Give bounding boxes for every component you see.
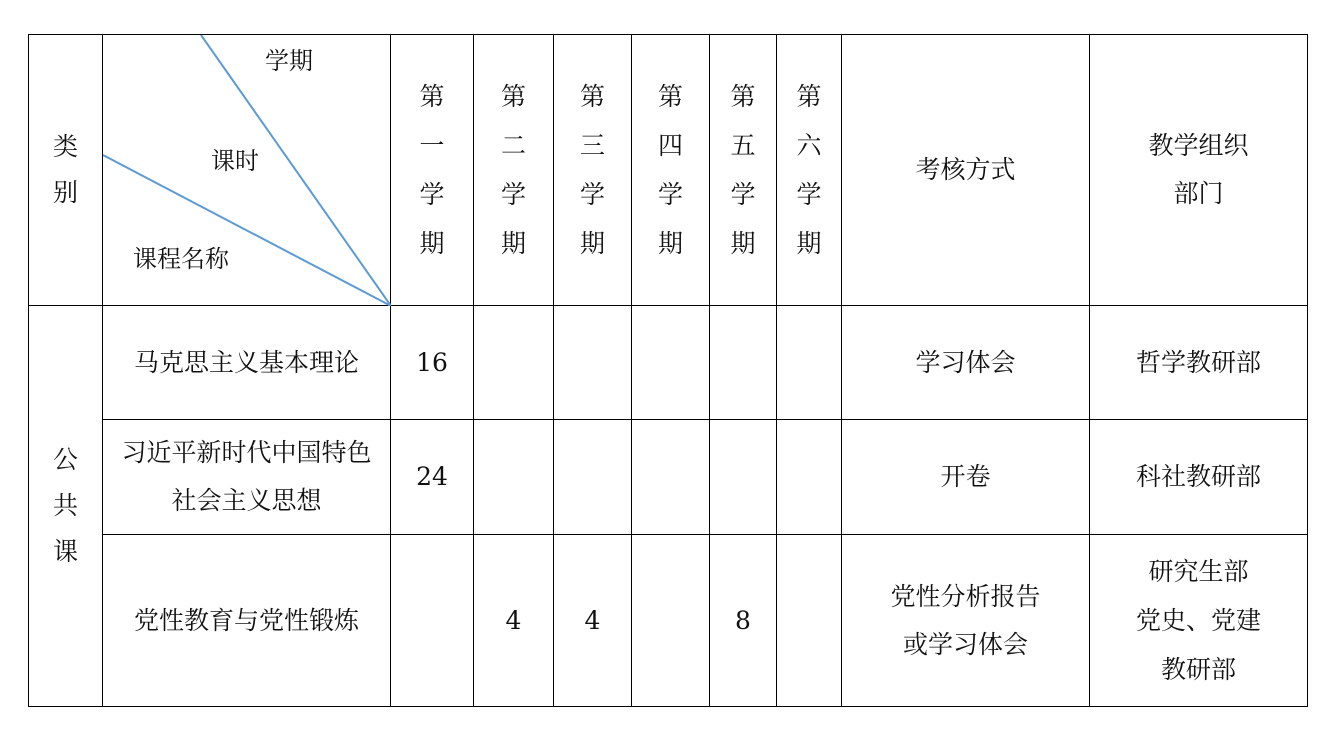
department-line: 党史、党建 xyxy=(1135,606,1261,635)
department-line: 教研部 xyxy=(1160,655,1236,684)
assessment-cell: 学习体会 xyxy=(842,306,1090,420)
hours-cell xyxy=(632,306,710,420)
department-cell xyxy=(1090,535,1308,707)
semester-header-char: 第 xyxy=(657,82,683,111)
hours-cell xyxy=(474,306,554,420)
semester-header-char: 三 xyxy=(579,131,605,160)
department-header-line: 教学组织 xyxy=(1148,131,1249,160)
department-cell: 哲学教研部 xyxy=(1090,306,1308,420)
semester-header-char: 期 xyxy=(500,229,526,258)
semester-header-char: 第 xyxy=(730,82,756,111)
hours-cell: 4 xyxy=(554,535,632,707)
semester-header-char: 期 xyxy=(730,229,756,258)
course-schedule-table xyxy=(28,34,1308,707)
semester-header-char: 第 xyxy=(579,82,605,111)
semester-header-char: 第 xyxy=(500,82,526,111)
diagonal-label-semester: 学期 xyxy=(265,47,313,75)
semester-header-char: 学 xyxy=(579,180,605,209)
course-name-cell xyxy=(103,420,391,535)
hours-cell xyxy=(632,420,710,535)
hours-cell xyxy=(777,535,842,707)
table-row xyxy=(29,420,1308,535)
semester-header-char: 二 xyxy=(500,131,526,160)
diagonal-line-hours xyxy=(103,155,391,306)
semester-3-header xyxy=(554,35,632,306)
assessment-line: 或学习体会 xyxy=(902,629,1028,659)
semester-header-char: 学 xyxy=(796,180,822,209)
semester-1-header xyxy=(391,35,474,306)
hours-cell: 8 xyxy=(710,535,777,707)
course-name-line: 习近平新时代中国特色 xyxy=(121,438,372,467)
semester-header-char: 期 xyxy=(419,229,445,258)
header-row xyxy=(29,35,1308,306)
semester-header-char: 期 xyxy=(657,229,683,258)
semester-header-char: 第 xyxy=(796,82,822,111)
department-cell: 科社教研部 xyxy=(1090,420,1308,535)
hours-cell xyxy=(710,420,777,535)
group-category-char: 公 xyxy=(52,445,78,474)
hours-cell: 24 xyxy=(391,420,474,535)
course-name-cell: 马克思主义基本理论 xyxy=(103,306,391,420)
semester-header-char: 学 xyxy=(419,180,445,209)
category-header-char: 类 xyxy=(52,132,78,161)
hours-cell xyxy=(554,306,632,420)
semester-header-char: 期 xyxy=(796,229,822,258)
group-category-char: 课 xyxy=(52,537,78,566)
group-category-cell xyxy=(29,306,103,707)
semester-4-header xyxy=(632,35,710,306)
hours-cell xyxy=(777,306,842,420)
table-row xyxy=(29,535,1308,707)
category-header xyxy=(29,35,103,306)
semester-header-char: 六 xyxy=(796,131,822,160)
semester-header-char: 一 xyxy=(419,131,445,160)
hours-cell xyxy=(554,420,632,535)
table-row xyxy=(29,306,1308,420)
diagonal-label-course: 课程名称 xyxy=(133,245,229,273)
department-header xyxy=(1090,35,1308,306)
semester-6-header xyxy=(777,35,842,306)
diagonal-label-hours: 课时 xyxy=(211,147,259,175)
hours-cell: 4 xyxy=(474,535,554,707)
course-name-cell: 党性教育与党性锻炼 xyxy=(103,535,391,707)
hours-cell xyxy=(474,420,554,535)
assessment-header: 考核方式 xyxy=(842,35,1090,306)
category-header-char: 别 xyxy=(52,178,78,207)
semester-5-header xyxy=(710,35,777,306)
course-name-line: 社会主义思想 xyxy=(171,486,322,515)
department-line: 研究生部 xyxy=(1148,557,1249,586)
hours-cell: 16 xyxy=(391,306,474,420)
assessment-cell: 开卷 xyxy=(842,420,1090,535)
group-category-char: 共 xyxy=(52,491,78,520)
semester-header-char: 学 xyxy=(657,180,683,209)
hours-cell xyxy=(632,535,710,707)
semester-header-char: 期 xyxy=(579,229,605,258)
semester-header-char: 学 xyxy=(730,180,756,209)
assessment-line: 党性分析报告 xyxy=(890,581,1041,611)
hours-cell xyxy=(777,420,842,535)
diagonal-header-cell xyxy=(103,35,391,306)
department-header-line: 部门 xyxy=(1173,179,1224,208)
hours-cell xyxy=(710,306,777,420)
semester-header-char: 学 xyxy=(500,180,526,209)
semester-2-header xyxy=(474,35,554,306)
hours-cell xyxy=(391,535,474,707)
semester-header-char: 五 xyxy=(730,131,756,160)
course-schedule-table-wrapper xyxy=(28,34,1307,707)
semester-header-char: 第 xyxy=(419,82,445,111)
assessment-cell xyxy=(842,535,1090,707)
semester-header-char: 四 xyxy=(657,131,683,160)
